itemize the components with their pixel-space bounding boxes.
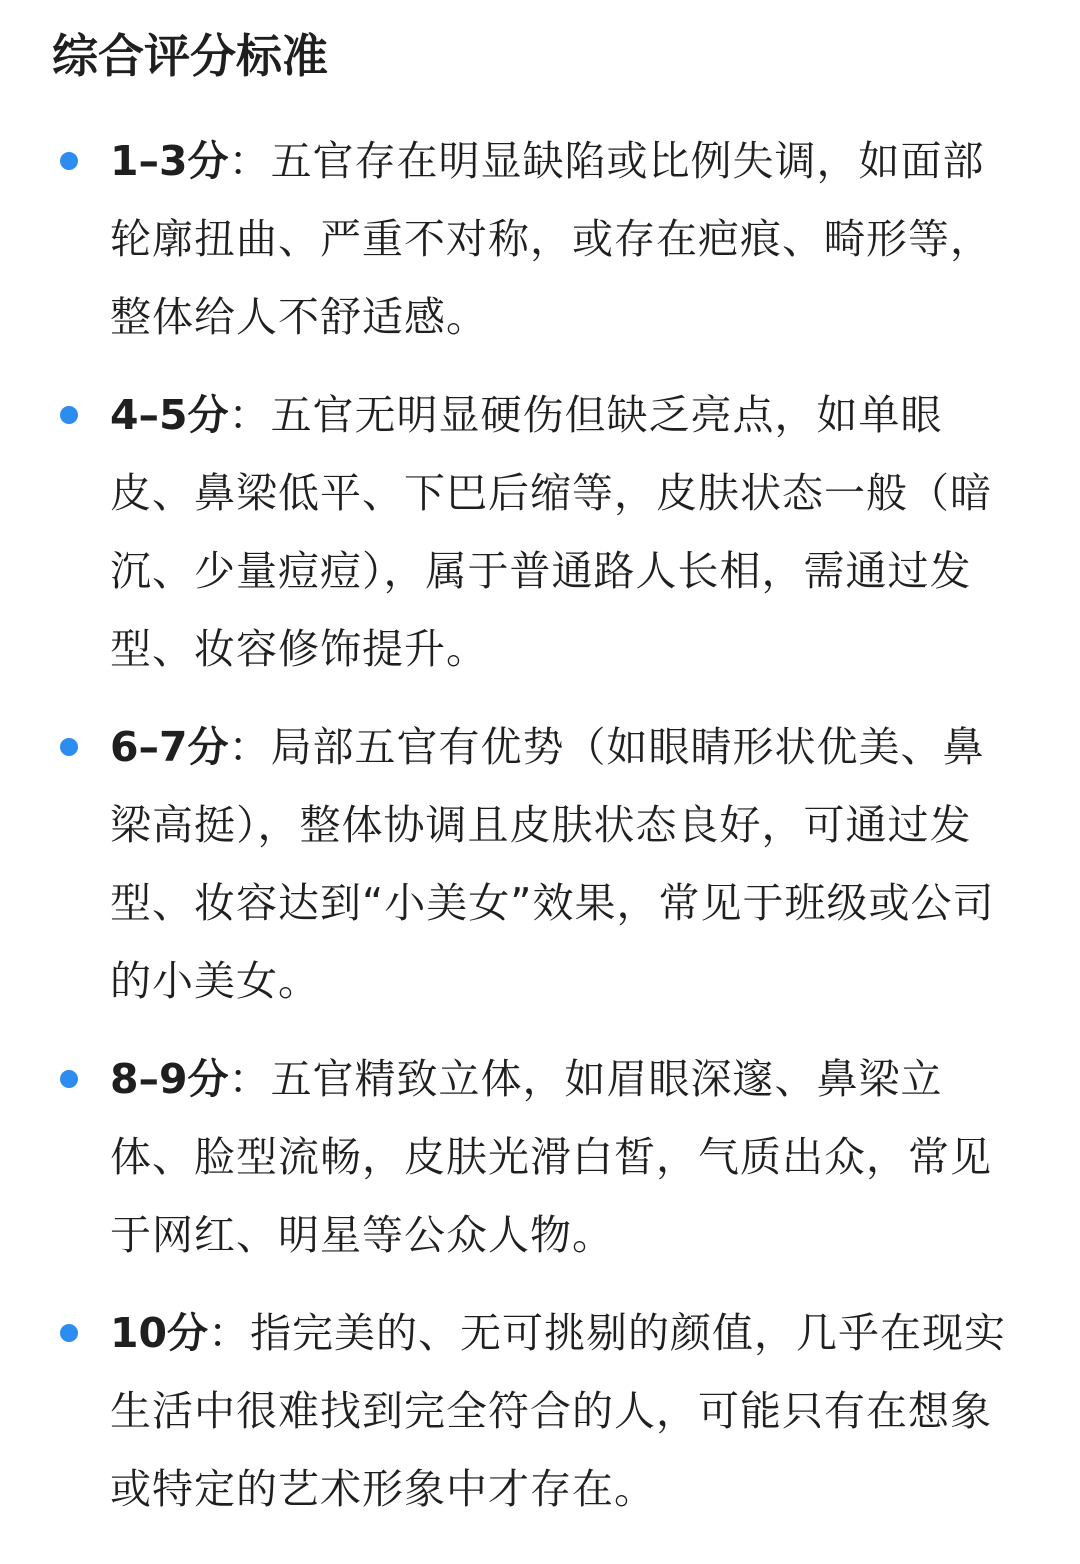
score-separator: ： — [228, 723, 271, 771]
score-range: 6–7分 — [110, 723, 229, 771]
score-range: 10分 — [110, 1309, 209, 1357]
score-range: 4–5分 — [110, 391, 229, 439]
score-description: 五官存在明显缺陷或比例失调，如面部轮廓扭曲、严重不对称，或存在疤痕、畸形等，整体给人不舒适感。 — [110, 137, 992, 341]
score-description: 五官无明显硬伤但缺乏亮点，如单眼皮、鼻梁低平、下巴后缩等，皮肤状态一般（暗沉、少量痘痘），属于普通路人长相，需通过发型、妆容修饰提升。 — [110, 391, 992, 673]
score-description: 局部五官有优势（如眼睛形状优美、鼻梁高挺），整体协调且皮肤状态良好，可通过发型、妆容达到“小美女”效果，常见于班级或公司的小美女。 — [110, 723, 995, 1005]
list-item — [52, 376, 1022, 688]
score-range: 8–9分 — [110, 1055, 229, 1103]
score-separator: ： — [228, 1055, 271, 1103]
score-separator: ： — [208, 1309, 251, 1357]
score-range: 1–3分 — [110, 137, 229, 185]
score-description: 五官精致立体，如眉眼深邃、鼻梁立体、脸型流畅，皮肤光滑白皙，气质出众，常见于网红、明星等公众人物。 — [110, 1055, 992, 1259]
score-separator: ： — [228, 391, 271, 439]
bullet-dot-icon — [60, 406, 78, 424]
list-item — [52, 1040, 1022, 1274]
list-item — [52, 708, 1022, 1020]
score-list — [52, 122, 1022, 1528]
list-item — [52, 1294, 1022, 1528]
score-description: 指完美的、无可挑剔的颜值，几乎在现实生活中很难找到完全符合的人，可能只有在想象或特定的艺术形象中才存在。 — [110, 1309, 1007, 1513]
bullet-dot-icon — [60, 1070, 78, 1088]
score-separator: ： — [228, 137, 271, 185]
list-item — [52, 122, 1022, 356]
bullet-dot-icon — [60, 1324, 78, 1342]
bullet-dot-icon — [60, 152, 78, 170]
bullet-dot-icon — [60, 738, 78, 756]
page-title: 综合评分标准 — [52, 29, 328, 83]
